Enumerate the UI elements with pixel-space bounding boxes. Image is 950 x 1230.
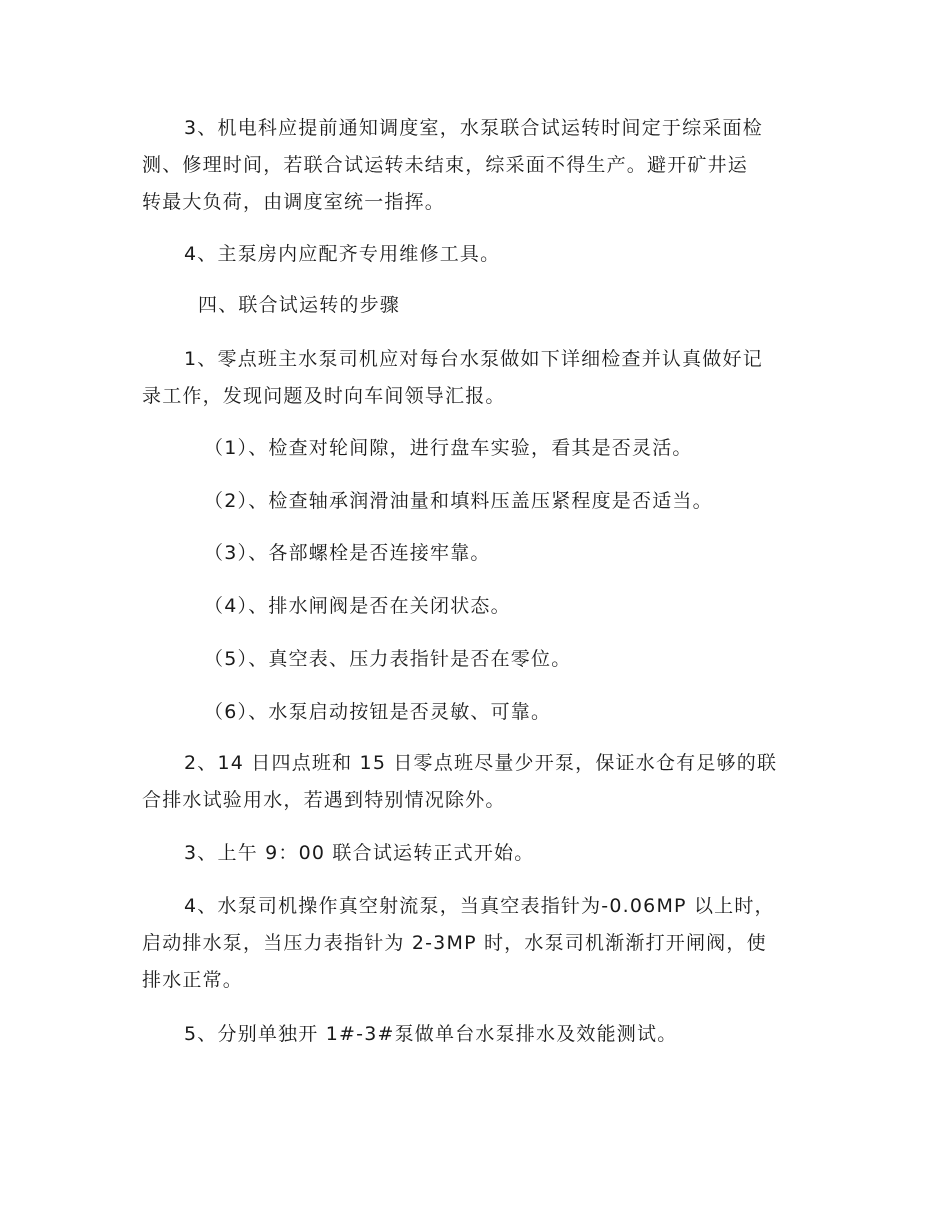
text-line: 启动排水泵，当压力表指针为 2-3MP 时，水泵司机渐渐打开闸阀，使 bbox=[142, 932, 767, 954]
text-line: 3、上午 9：00 联合试运转正式开始。 bbox=[184, 842, 535, 864]
text-line: 4、水泵司机操作真空射流泵，当真空表指针为-0.06MP 以上时， bbox=[184, 895, 775, 917]
text-line: 2、14 日四点班和 15 日零点班尽量少开泵，保证水仓有足够的联 bbox=[184, 752, 778, 774]
paragraph-tools bbox=[142, 236, 810, 273]
text-line: 测、修理时间，若联合试运转未结束，综采面不得生产。避开矿井运 bbox=[142, 154, 749, 176]
check-item: （2）、检查轴承润滑油量和填料压盖压紧程度是否适当。 bbox=[204, 490, 713, 512]
text-line: 1、零点班主水泵司机应对每台水泵做如下详细检查并认真做好记 bbox=[184, 348, 763, 370]
check-item: （1）、检查对轮间隙，进行盘车实验，看其是否灵活。 bbox=[204, 437, 693, 459]
check-item: （6）、水泵启动按钮是否灵敏、可靠。 bbox=[204, 701, 552, 723]
text-line: 排水正常。 bbox=[142, 969, 244, 991]
paragraph-dispatch-notice bbox=[142, 110, 810, 221]
text-line: 录工作，发现问题及时向车间领导汇报。 bbox=[142, 385, 506, 407]
paragraph-start-time bbox=[142, 835, 810, 872]
check-item: （3）、各部螺栓是否连接牢靠。 bbox=[204, 542, 491, 564]
text-line: 转最大负荷，由调度室统一指挥。 bbox=[142, 191, 446, 213]
paragraph-water-reserve bbox=[142, 745, 810, 819]
text-line: 合排水试验用水，若遇到特别情况除外。 bbox=[142, 789, 506, 811]
check-item: （4）、排水闸阀是否在关闭状态。 bbox=[204, 595, 511, 617]
text-line: 3、机电科应提前通知调度室，水泵联合试运转时间定于综采面检 bbox=[184, 117, 763, 139]
paragraph-pump-operation bbox=[142, 888, 810, 999]
check-item: （5）、真空表、压力表指针是否在零位。 bbox=[204, 648, 572, 670]
text-line: 4、主泵房内应配齐专用维修工具。 bbox=[184, 243, 501, 265]
paragraph-single-pump-test bbox=[142, 1016, 810, 1053]
paragraph-inspection-intro bbox=[142, 341, 810, 415]
section-heading: 四、联合试运转的步骤 bbox=[198, 294, 401, 316]
text-line: 5、分别单独开 1#-3#泵做单台水泵排水及效能测试。 bbox=[184, 1023, 678, 1045]
